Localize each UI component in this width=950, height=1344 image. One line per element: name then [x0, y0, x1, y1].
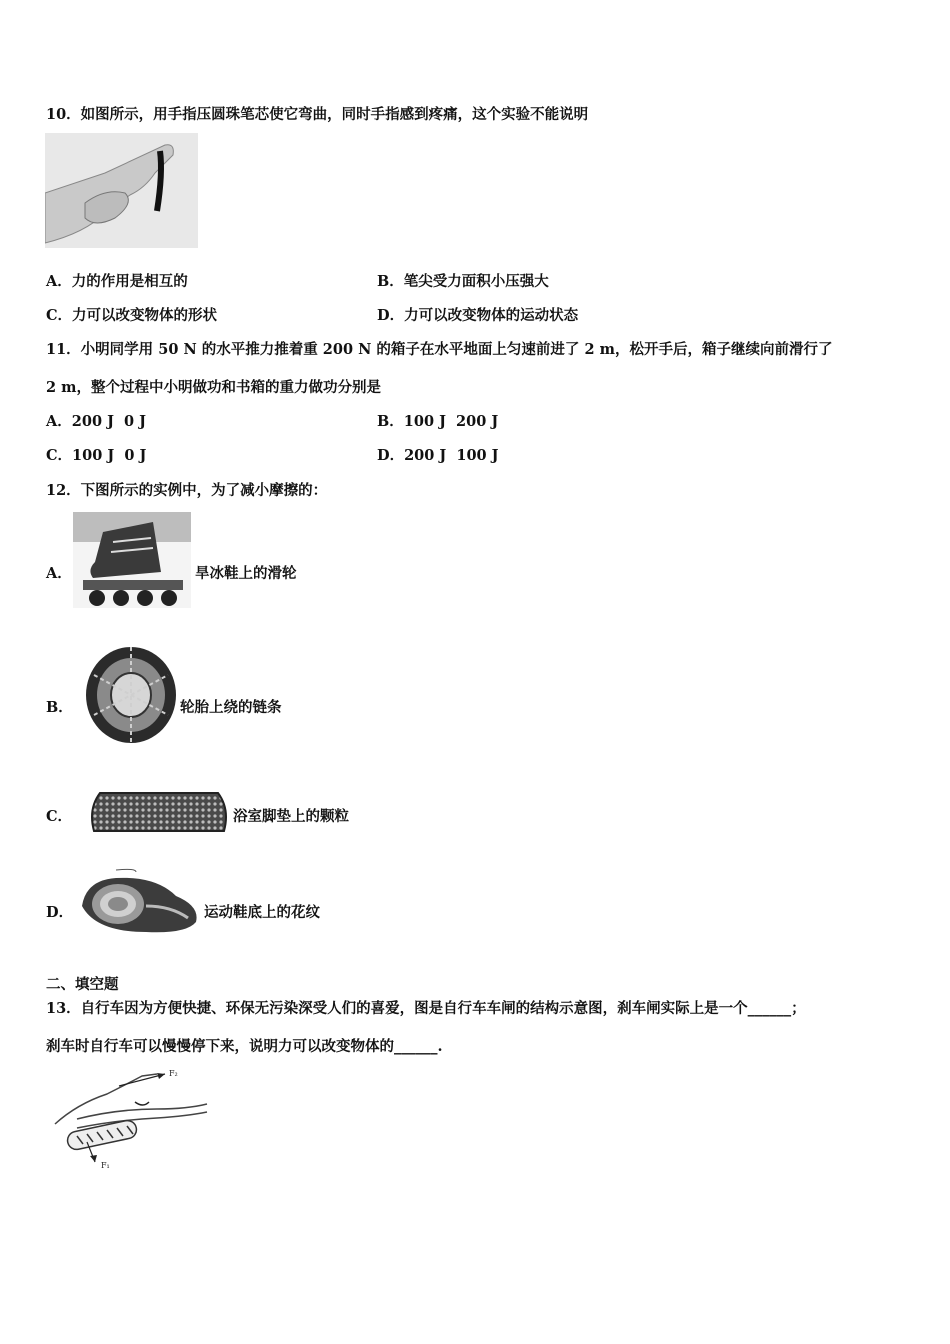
q12-option-d-text: 运动鞋底上的花纹	[204, 904, 320, 921]
q11-option-a	[46, 410, 146, 431]
option-text: 100 J 200 J	[403, 413, 499, 430]
option-label: D．	[377, 307, 405, 324]
tire-chain-image	[84, 645, 179, 745]
option-text: 力可以改变物体的形状	[72, 307, 218, 324]
q12-option-c-text: 浴室脚垫上的颗粒	[233, 808, 349, 825]
q11-option-d	[377, 444, 499, 465]
q11-option-b	[377, 410, 498, 431]
q11-option-c	[46, 444, 146, 465]
option-text: 200 J 0 J	[71, 413, 147, 430]
bike-brake-diagram	[47, 1064, 212, 1174]
q13-line2: 刹车时自行车可以慢慢停下来，说明力可以改变物体的______.	[46, 1038, 443, 1055]
q10-option-a	[46, 270, 188, 291]
section-title: 二、填空题	[46, 976, 119, 993]
sneaker-sole-image	[76, 866, 202, 936]
finger-pen-photo	[45, 133, 198, 248]
option-text: 200 J 100 J	[404, 447, 499, 464]
q10-stem: 10．如图所示，用手指压圆珠笔芯使它弯曲，同时手指感到疼痛，这个实验不能说明	[46, 106, 589, 123]
q12-stem: 12．下图所示的实例中，为了减小摩擦的：	[46, 482, 328, 499]
option-text: 笔尖受力面积小压强大	[403, 273, 549, 290]
q10-option-b	[377, 270, 549, 291]
option-label: A．	[46, 273, 72, 290]
option-label: B．	[377, 273, 404, 290]
q11-stem-line2: 2 m，整个过程中小明做功和书箱的重力做功分别是	[46, 379, 381, 396]
option-label: D．	[377, 447, 405, 464]
q12-option-c-label: C．	[46, 808, 73, 825]
q10-option-d	[377, 304, 578, 325]
option-text: 100 J 0 J	[72, 447, 147, 464]
option-label: C．	[46, 447, 73, 464]
q12-option-b-label: B．	[46, 699, 73, 716]
option-label: A．	[46, 413, 72, 430]
q11-stem-line1: 11．小明同学用 50 N 的水平推力推着重 200 N 的箱子在水平地面上匀速前进了 2 m，松开手后，箱子继续向前滑行了	[46, 341, 833, 358]
option-label: B．	[377, 413, 404, 430]
q12-option-a-label: A．	[46, 565, 72, 582]
q13-line1: 13．自行车因为方便快捷、环保无污染深受人们的喜爱，图是自行车车闸的结构示意图，刹车闸实际上是一个______；	[46, 1000, 806, 1017]
q12-option-a-text: 旱冰鞋上的滑轮	[195, 565, 297, 582]
option-label: C．	[46, 307, 73, 324]
option-text: 力的作用是相互的	[71, 273, 188, 290]
f1-label: F₁	[101, 1161, 110, 1170]
roller-skate-image	[73, 512, 191, 608]
bath-mat-image	[86, 789, 232, 835]
f2-label: F₂	[169, 1069, 178, 1078]
q10-option-c	[46, 304, 217, 325]
option-text: 力可以改变物体的运动状态	[404, 307, 579, 324]
q12-option-b-text: 轮胎上绕的链条	[180, 699, 282, 716]
q12-option-d-label: D．	[46, 904, 74, 921]
